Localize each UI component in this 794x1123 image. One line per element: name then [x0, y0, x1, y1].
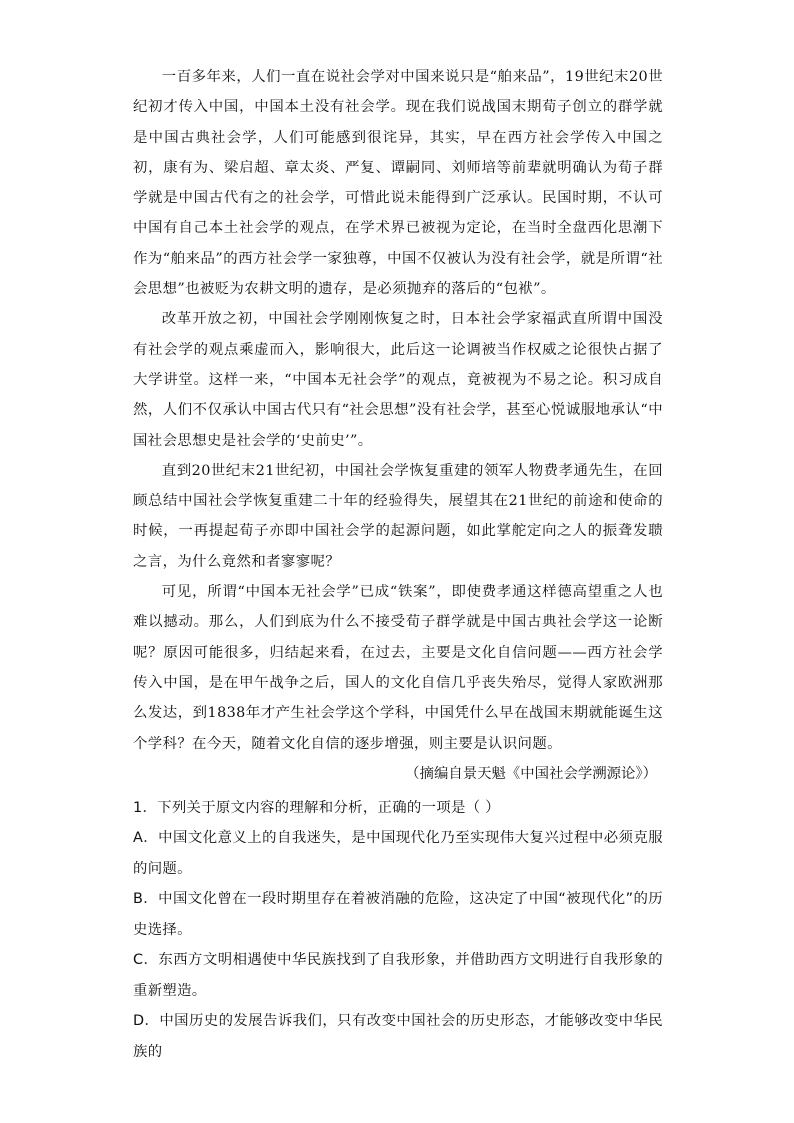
- exam-page: [133, 62, 663, 1067]
- passage-paragraph-1: 一百多年来，人们一直在说社会学对中国来说只是“舶来品”，19世纪末20世纪初才传入中国，中国本土没有社会学。现在我们说战国末期荀子创立的群学就是中国古典社会学，人们可能感到很诧异，其实，早在西方社会学传入中国之初，康有为、梁启超、章太炎、严复、谭嗣同、刘师培等前辈就明确认为荀子群学就是中国古代有之的社会学，可惜此说未能得到广泛承认。民国时期，不认可中国有自己本土社会学的观点，在学术界已被视为定论，在当时全盘西化思潮下作为“舶来品”的西方社会学一家独尊，中国不仅被认为没有社会学，就是所谓“社会思想”也被贬为农耕文明的遗存，是必须抛弃的落后的“包袱”。: [133, 69, 663, 298]
- passage-paragraph-4: 可见，所谓“中国本无社会学”已成“铁案”，即使费孝通这样德高望重之人也难以撼动。那么，人们到底为什么不接受荀子群学就是中国古典社会学这一论断呢？原因可能很多，归结起来看，在过去，主要是文化自信问题——西方社会学传入中国，是在甲午战争之后，国人的文化自信几乎丧失殆尽，觉得人家欧洲那么发达，到1838年才产生社会学这个学科，中国凭什么早在战国末期就能诞生这个学科？在今天，随着文化自信的逐步增强，则主要是认识问题。: [133, 584, 663, 752]
- reading-passage: [133, 62, 663, 759]
- passage-paragraph-2: 改革开放之初，中国社会学刚刚恢复之时，日本社会学家福武直所谓中国没有社会学的观点乘虚而入，影响很大，此后这一论调被当作权威之论很快占据了大学讲堂。这样一来，“中国本无社会学”的观点，竟被视为不易之论。积习成自然，人们不仅承认中国古代只有“社会思想”没有社会学，甚至心悦诚服地承认“中国社会思想史是社会学的‘史前史’”。: [133, 311, 663, 449]
- option-b[interactable]: B．中国文化曾在一段时期里存在着被消融的危险，这决定了中国“被现代化”的历史选择。: [133, 891, 663, 938]
- option-c[interactable]: C．东西方文明相遇使中华民族找到了自我形象，并借助西方文明进行自我形象的重新塑造。: [133, 952, 663, 999]
- option-d[interactable]: D．中国历史的发展告诉我们，只有改变中国社会的历史形态，才能够改变中华民族的: [133, 1013, 663, 1060]
- option-a[interactable]: A．中国文化意义上的自我迷失，是中国现代化乃至实现伟大复兴过程中必须克服的问题。: [133, 830, 663, 877]
- question-stem: 1．下列关于原文内容的理解和分析，正确的一项是（ ）: [133, 799, 500, 816]
- question-1: [133, 793, 663, 1068]
- passage-paragraph-3: 直到20世纪末21世纪初，中国社会学恢复重建的领军人物费孝通先生，在回顾总结中国社会学恢复重建二十年的经验得失，展望其在21世纪的前途和使命的时候，一再提起荀子亦即中国社会学的起源问题，如此掌舵定向之人的振聋发聩之言，为什么竟然和者寥寥呢？: [133, 462, 663, 570]
- passage-source: （摘编自景天魁《中国社会学溯源论》）: [405, 765, 657, 782]
